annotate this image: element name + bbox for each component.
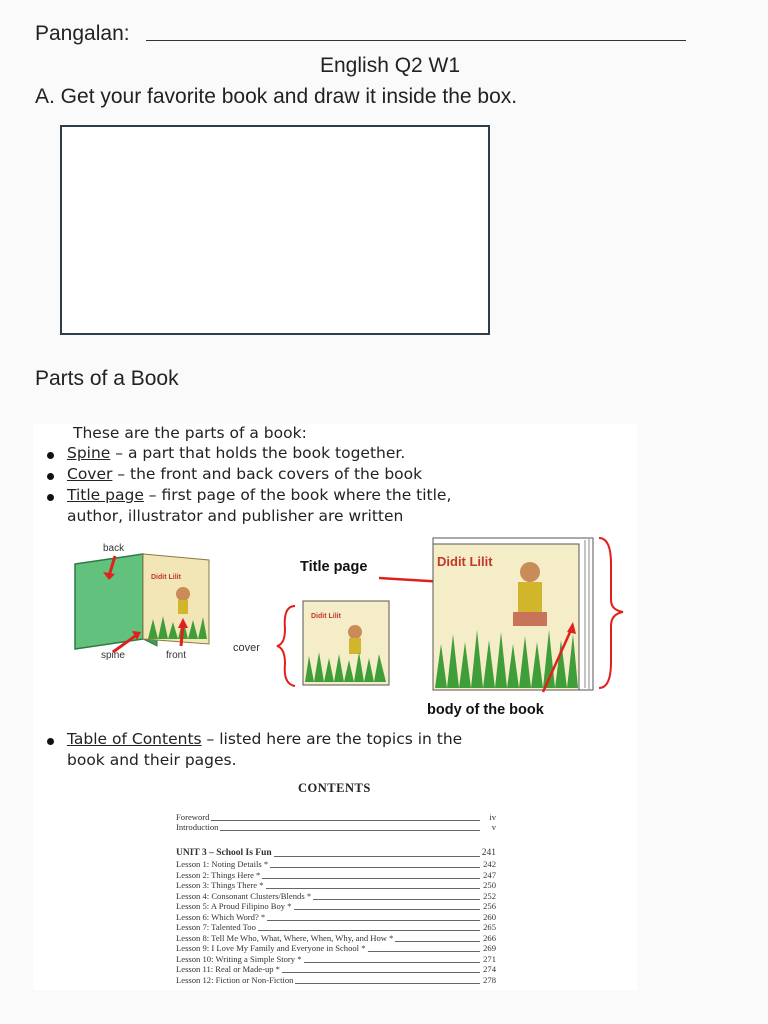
toc-page: iv bbox=[489, 812, 496, 822]
small-book-title: Didit Lilit bbox=[151, 574, 181, 581]
book-parts-illustration bbox=[33, 534, 637, 724]
toc-lesson-page: 265 bbox=[483, 922, 496, 932]
parts-of-book-panel bbox=[33, 424, 637, 990]
term-spine: Spine bbox=[67, 444, 111, 462]
toc-lesson-row bbox=[176, 912, 498, 923]
small-figure-body bbox=[178, 600, 188, 614]
toc-lesson-page: 266 bbox=[483, 932, 496, 943]
cover-brace bbox=[277, 606, 295, 686]
toc-lesson-row bbox=[176, 964, 498, 975]
toc-lesson-row bbox=[176, 975, 498, 986]
desc-title-page-cont: author, illustrator and publisher are written bbox=[67, 507, 404, 525]
toc-lesson-page: 252 bbox=[483, 890, 496, 901]
toc-lesson-page: 278 bbox=[483, 974, 496, 985]
toc-lesson-label: Lesson 8: Tell Me Who, What, Where, When, Why, and How * bbox=[176, 932, 394, 943]
name-blank-line[interactable] bbox=[146, 40, 686, 41]
parts-intro: These are the parts of a book: bbox=[73, 424, 307, 442]
toc-lesson-row bbox=[176, 943, 498, 954]
toc-lesson-page: 247 bbox=[483, 869, 496, 880]
toc-lesson-label: Lesson 10: Writing a Simple Story * bbox=[176, 953, 302, 964]
bullet-icon bbox=[47, 473, 54, 480]
toc-lesson-label: Lesson 11: Real or Made-up * bbox=[176, 964, 280, 974]
cover-figure-body bbox=[349, 638, 361, 654]
small-figure-head bbox=[176, 587, 190, 601]
label-spine: spine bbox=[101, 650, 125, 661]
section-title: Parts of a Book bbox=[35, 367, 179, 390]
cover-book-title: Didit Lilit bbox=[311, 613, 341, 620]
toc-label: Introduction bbox=[176, 822, 219, 832]
toc-lesson-page: 242 bbox=[483, 859, 496, 869]
toc-lesson-label: Lesson 7: Talented Too bbox=[176, 922, 256, 932]
toc-lesson-row bbox=[176, 954, 498, 965]
toc-row bbox=[176, 822, 498, 833]
bullet-icon bbox=[47, 494, 54, 501]
instruction-text: A. Get your favorite book and draw it inside the box. bbox=[35, 85, 518, 108]
subject-heading: English Q2 W1 bbox=[320, 54, 461, 77]
toc-unit-page: 241 bbox=[481, 848, 496, 858]
toc-lesson-row bbox=[176, 891, 498, 902]
toc-lesson-label: Lesson 12: Fiction or Non-Fiction bbox=[176, 974, 294, 985]
desc-toc: – listed here are the topics in the bbox=[201, 730, 463, 748]
name-label: Pangalan: bbox=[35, 22, 130, 45]
toc-lesson-label: Lesson 3: Things There * bbox=[176, 880, 264, 890]
toc-lesson-row bbox=[176, 859, 498, 870]
toc-unit-label: UNIT 3 – School Is Fun bbox=[176, 848, 272, 858]
title-page-book-title: Didit Lilit bbox=[437, 554, 493, 569]
figure-head bbox=[520, 562, 540, 582]
toc-page: v bbox=[491, 822, 496, 832]
toc-lesson-row bbox=[176, 901, 498, 912]
body-brace bbox=[599, 538, 623, 688]
toc-lesson-page: 250 bbox=[483, 880, 496, 890]
label-cover: cover bbox=[233, 642, 260, 654]
toc-lesson-label: Lesson 6: Which Word? * bbox=[176, 911, 266, 922]
toc-lesson-row bbox=[176, 870, 498, 881]
desc-toc-cont: book and their pages. bbox=[67, 751, 237, 769]
toc-lesson-page: 269 bbox=[483, 943, 496, 953]
toc-lesson-page: 260 bbox=[483, 911, 496, 922]
toc-lesson-row bbox=[176, 933, 498, 944]
toc-label: Foreword bbox=[176, 812, 210, 822]
term-cover: Cover bbox=[67, 465, 113, 483]
toc-lesson-label: Lesson 1: Noting Details * bbox=[176, 859, 269, 869]
cover-figure-head bbox=[348, 625, 362, 639]
drawing-box[interactable] bbox=[60, 125, 490, 335]
toc-unit-row bbox=[176, 848, 498, 859]
label-back: back bbox=[103, 543, 125, 554]
label-title-page: Title page bbox=[300, 559, 368, 575]
toc-lesson-page: 256 bbox=[483, 901, 496, 911]
toc-lesson-row bbox=[176, 880, 498, 891]
book-back-cover bbox=[75, 554, 143, 649]
toc-row bbox=[176, 812, 498, 823]
desc-spine: – a part that holds the book together. bbox=[110, 444, 406, 462]
toc-lesson-label: Lesson 9: I Love My Family and Everyone in School * bbox=[176, 943, 366, 953]
toc-lesson-page: 274 bbox=[483, 964, 496, 974]
desc-cover: – the front and back covers of the book bbox=[112, 465, 423, 483]
label-body: body of the book bbox=[427, 702, 544, 718]
desc-title-page: – first page of the book where the title, bbox=[143, 486, 452, 504]
toc-lesson-label: Lesson 2: Things Here * bbox=[176, 869, 261, 880]
toc-lesson-row bbox=[176, 922, 498, 933]
toc-lesson-page: 271 bbox=[483, 953, 496, 964]
toc-lesson-label: Lesson 5: A Proud Filipino Boy * bbox=[176, 901, 292, 911]
figure-body bbox=[518, 582, 542, 612]
toc-lesson-label: Lesson 4: Consonant Clusters/Blends * bbox=[176, 890, 312, 901]
bullet-icon bbox=[47, 738, 54, 745]
term-toc: Table of Contents bbox=[67, 730, 202, 748]
bullet-icon bbox=[47, 452, 54, 459]
label-front: front bbox=[166, 650, 187, 661]
term-title-page: Title page bbox=[67, 486, 144, 504]
figure-seat bbox=[513, 612, 547, 626]
contents-heading: CONTENTS bbox=[298, 781, 371, 795]
